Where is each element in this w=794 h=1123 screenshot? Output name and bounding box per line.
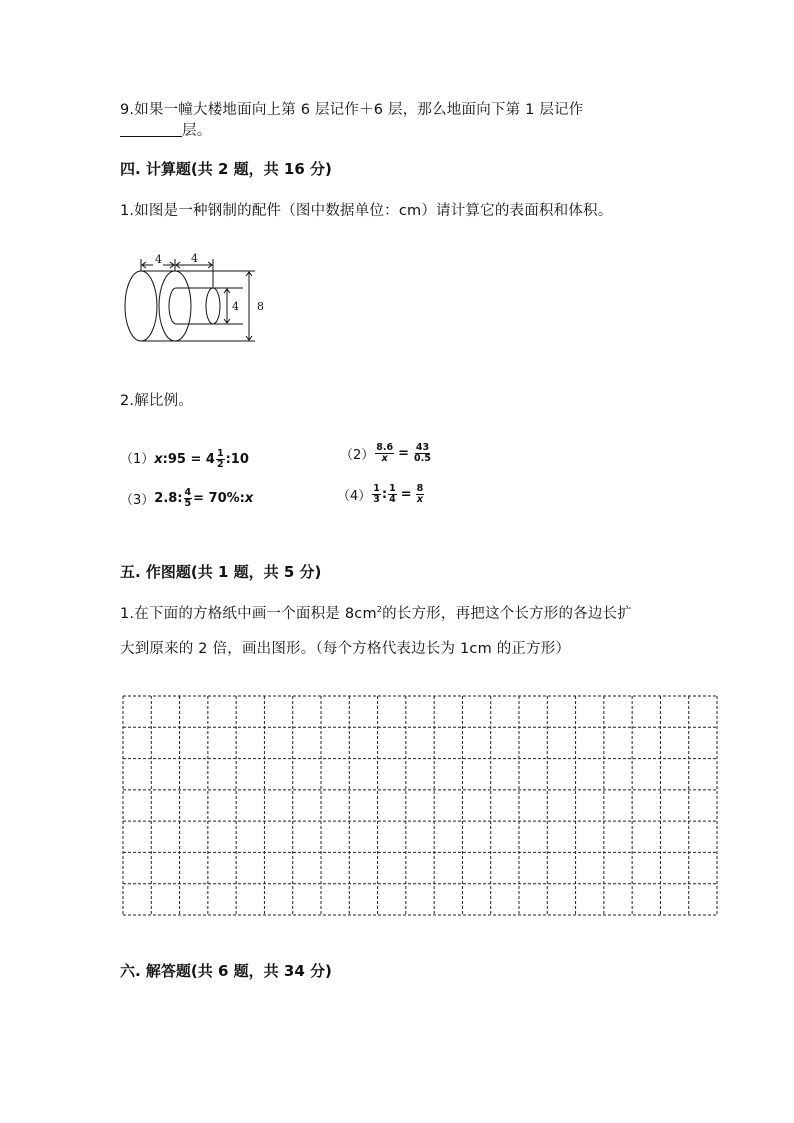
dim-mid-label: 4 <box>191 252 198 265</box>
proportion-2: （2） $\frac{8.6}{x}$ = $\frac{43}{0.5}$ <box>340 442 431 464</box>
q9-answer-line <box>120 119 211 140</box>
section5-heading: 五. 作图题(共 1 题，共 5 分) <box>120 563 322 581</box>
section4-q1-text: 1.如图是一种钢制的配件（图中数据单位：cm）请计算它的表面积和体积。 <box>120 203 613 219</box>
proportion-4: （4） $\frac{1}{3}$ : $\frac{1}{4}$ = $\frac{8}{x}$ <box>337 483 424 505</box>
q9-text: 9.如果一幢大楼地面向上第 6 层记作＋6 层，那么地面向下第 1 层记作 <box>120 102 584 118</box>
steel-part-figure <box>115 245 275 355</box>
proportion-1: （1）x:95 = 4 $\frac{1}{2}$ :10 <box>120 448 249 470</box>
section6-heading: 六. 解答题(共 6 题，共 34 分) <box>120 962 332 980</box>
section5-q1-line2: 大到原来的 2 倍，画出图形。（每个方格代表边长为 1cm 的正方形） <box>120 641 571 657</box>
section5-q1-line1: 1.在下面的方格纸中画一个面积是 $8cm^2$的长方形，再把这个长方形的各边长扩 <box>120 605 632 622</box>
section4-heading: 四. 计算题(共 2 题，共 16 分) <box>120 160 332 178</box>
inner-cylinder-end-ellipse <box>206 288 220 324</box>
answer-blank[interactable] <box>120 122 182 137</box>
proportion-3: （3）2.8: $\frac{4}{5}$ = 70%:x <box>120 487 254 509</box>
dim-left-label: 4 <box>155 253 162 266</box>
section4-q2-text: 2.解比例。 <box>120 393 194 409</box>
q9-suffix: 层。 <box>182 123 212 139</box>
dim-outer-label: 8 <box>257 300 264 313</box>
square-grid-paper[interactable] <box>122 695 718 916</box>
dim-inner-label: 4 <box>232 300 239 313</box>
outer-cylinder-left-ellipse <box>125 271 157 341</box>
outer-cylinder-right-ellipse <box>159 271 191 341</box>
